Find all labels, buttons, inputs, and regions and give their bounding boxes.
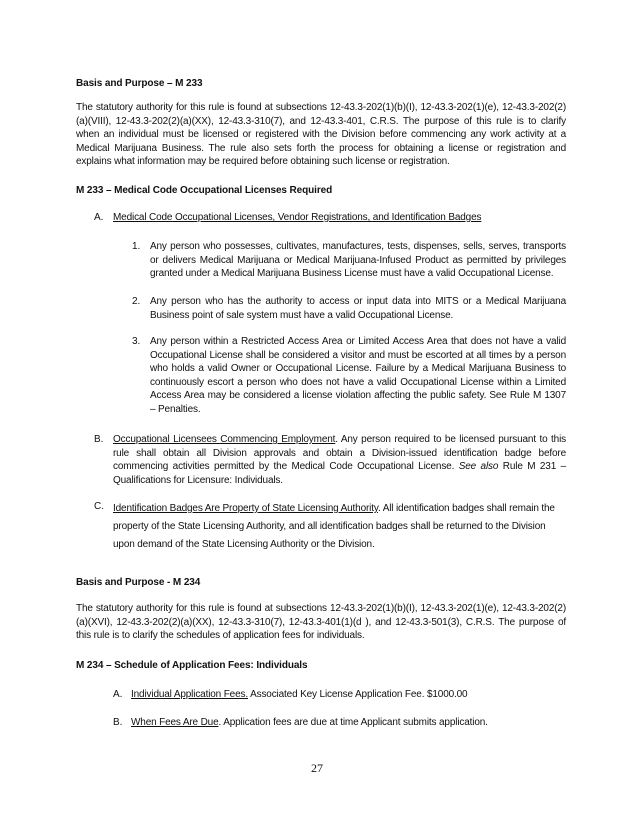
basis-234-paragraph: The statutory authority for this rule is found at subsections 12-43.3-202(1)(b)(I), 12-43.3-202(1)(e), 12-43.3-202(2)(a)(XVI), 12-43.3-202(2)(a)(XX), 12-43.3-310(7), 12-43.3-401(1)(d ), and 12-43.3-501(3), C.R.S. The purpose of this rule is to clarify the schedules of application fees for individuals. (76, 603, 566, 641)
rule-233-heading: M 233 – Medical Code Occupational Licenses Required (76, 185, 333, 196)
section-heading-basis-234: Basis and Purpose - M 234 (76, 577, 201, 588)
item-a-title: Medical Code Occupational Licenses, Vendor Registrations, and Identification Badges (113, 212, 482, 223)
item-c-line-2: property of the State Licensing Authority, and all identification badges shall be returned to the Division (113, 521, 546, 532)
item-b-marker: B. (94, 434, 104, 445)
subitem-2-text: Any person who has the authority to access or input data into MITS or a Medical Marijuana Business point of sale system must have a valid Occupational License. (150, 296, 566, 321)
basis-233-paragraph: The statutory authority for this rule is found at subsections 12-43.3-202(1)(b)(I), 12-43.3-202(1)(e), 12-43.3-202(2)(a)(VIII), 12-43.3-202(2)(a)(XX), 12-43.3-310(7), and 12-43.3-401, C.R.S. The purpose of this rule is to clarify when an individual must be licensed or registered with the Division before commencing any work activity at a Medical Marijuana Business. The rule also sets forth the process for obtaining a license or registration and explains what information may be required before obtaining such license or registration. (76, 102, 566, 167)
item-b-see-also: See also (458, 461, 499, 472)
subitem-3-text: Any person within a Restricted Access Area or Limited Access Area that does not have a valid Occupational License shall be considered a visitor and must be escorted at all times by a person who holds a valid Owner or Occupational License. Failure by a Medical Marijuana Business to continuously escort a person who does not have a valid Occupational License within a Limited Access Area may be considered a license violation affecting the public safety. See Rule M 1307 – Penalties. (150, 336, 566, 415)
page-number: 27 (311, 761, 323, 775)
fee-item-b-text: . Application fees are due at time Applicant submits application. (218, 717, 488, 728)
rule-234-heading: M 234 – Schedule of Application Fees: Individuals (76, 660, 308, 671)
item-c-text-1: . All identification badges shall remain the (377, 503, 555, 514)
item-c-line-3: upon demand of the State Licensing Authority or the Division. (113, 539, 375, 550)
fee-item-a-marker: A. (113, 689, 123, 700)
fee-item-a-text: Associated Key License Application Fee. $1000.00 (248, 689, 468, 700)
item-b-text-end: Rule M 231 – Qualifications for Licensure: Individuals. (113, 461, 566, 486)
item-c-title: Identification Badges Are Property of State Licensing Authority (113, 503, 378, 514)
item-a-marker: A. (94, 212, 104, 223)
item-b-paragraph (113, 433, 566, 487)
fee-item-a-title: Individual Application Fees. (131, 689, 248, 700)
item-c-marker: C. (94, 501, 104, 512)
subitem-3-marker: 3. (132, 336, 141, 347)
fee-item-b-title: When Fees Are Due (131, 717, 219, 728)
fee-item-a-line (131, 688, 467, 702)
fee-item-b-marker: B. (113, 717, 123, 728)
subitem-1-text: Any person who possesses, cultivates, manufactures, tests, dispenses, sells, serves, transports or delivers Medical Marijuana or Medical Marijuana-Infused Product as permitted by privileges granted under a Medical Marijuana Business License must have a valid Occupational License. (150, 241, 566, 279)
item-b-text: . Any person required to be licensed pursuant to this rule shall obtain all Division approvals and obtain a Division-issued identification badge before commencing activities permitted by the Medical Code Occupational License. (113, 434, 566, 472)
item-b-title: Occupational Licensees Commencing Employment (113, 434, 336, 445)
subitem-1-marker: 1. (132, 241, 141, 252)
item-c-line-1 (113, 500, 555, 518)
fee-item-b-line (131, 716, 488, 730)
subitem-2-marker: 2. (132, 296, 141, 307)
section-heading-basis-233: Basis and Purpose – M 233 (76, 78, 203, 89)
